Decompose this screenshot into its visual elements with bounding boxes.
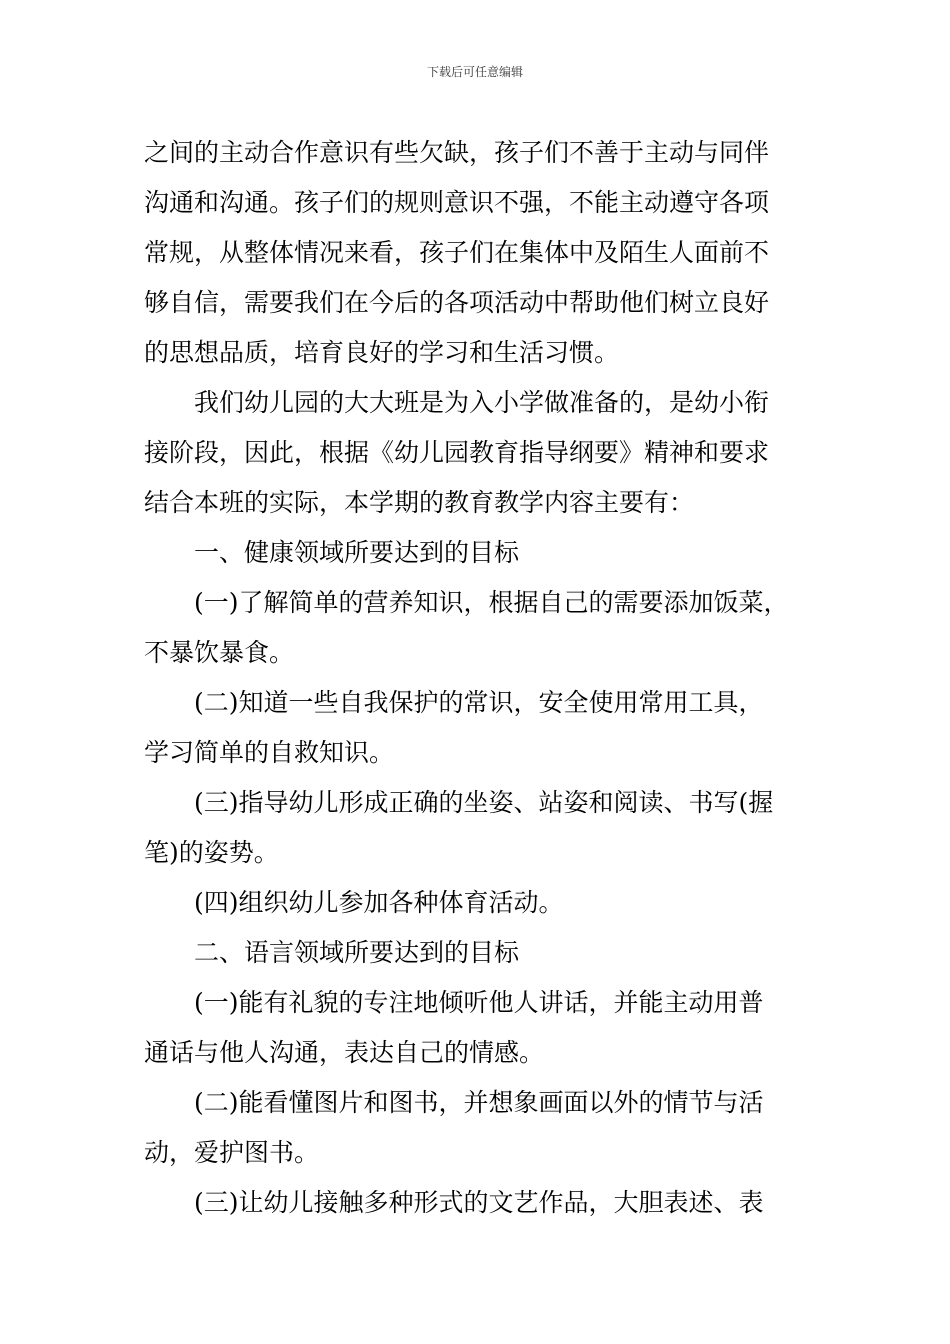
text-line: (一)了解简单的营养知识，根据自己的需要添加饭菜， [194, 588, 789, 617]
text-line: 接阶段，因此，根据《幼儿园教育指导纲要》精神和要求 [144, 438, 770, 467]
text-line: (一)能有礼貌的专注地倾听他人讲话，并能主动用普 [194, 988, 764, 1017]
text-line: 的思想品质，培育良好的学习和生活习惯。 [144, 338, 620, 367]
text-line: 结合本班的实际，本学期的教育教学内容主要有： [144, 488, 695, 517]
text-line: 我们幼儿园的大大班是为入小学做准备的，是幼小衔 [194, 388, 770, 417]
text-line: 不暴饮暴食。 [144, 638, 295, 667]
text-block [144, 128, 810, 1228]
text-line: 之间的主动合作意识有些欠缺，孩子们不善于主动与同伴 [144, 138, 770, 167]
section-heading: 二、语言领域所要达到的目标 [194, 938, 520, 967]
text-line: (二)知道一些自我保护的常识，安全使用常用工具， [194, 688, 764, 717]
text-line: 笔)的姿势。 [144, 838, 279, 867]
text-line: (四)组织幼儿参加各种体育活动。 [194, 888, 564, 917]
page-header: 下载后可任意编辑 [426, 65, 523, 79]
document-body [144, 128, 810, 1228]
text-line: (三)指导幼儿形成正确的坐姿、站姿和阅读、书写(握 [194, 788, 774, 817]
text-line: 学习简单的自救知识。 [144, 738, 395, 767]
text-line: 常规，从整体情况来看，孩子们在集体中及陌生人面前不 [144, 238, 770, 267]
text-line: 沟通和沟通。孩子们的规则意识不强，不能主动遵守各项 [144, 188, 770, 217]
text-line: 通话与他人沟通，表达自己的情感。 [144, 1038, 545, 1067]
section-heading: 一、健康领域所要达到的目标 [194, 538, 520, 567]
text-line: (二)能看懂图片和图书，并想象画面以外的情节与活 [194, 1088, 764, 1117]
text-line: 动，爱护图书。 [144, 1138, 320, 1167]
text-line: (三)让幼儿接触多种形式的文艺作品，大胆表述、表 [194, 1188, 764, 1217]
text-line: 够自信，需要我们在今后的各项活动中帮助他们树立良好 [144, 288, 770, 317]
